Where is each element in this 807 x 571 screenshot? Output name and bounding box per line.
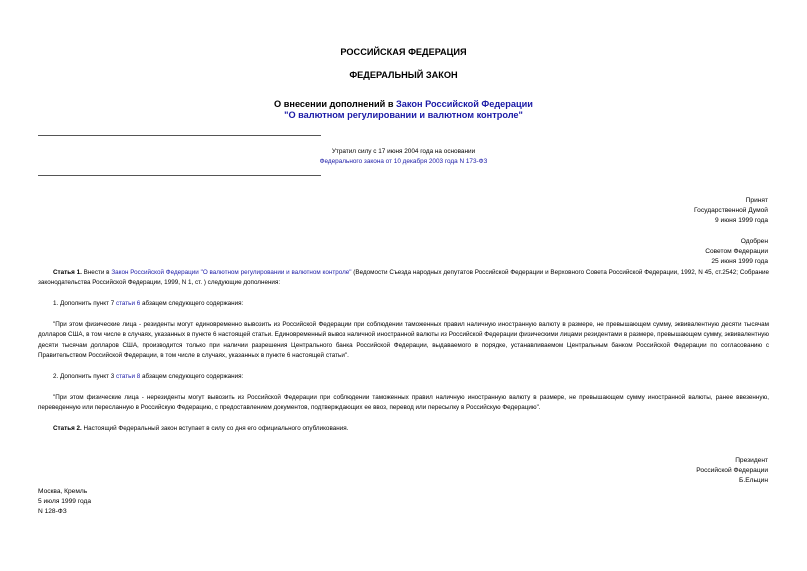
- article-2: [38, 424, 769, 434]
- place-date: 5 июля 1999 года: [38, 498, 92, 505]
- article-2-label: Статья 2.: [53, 425, 82, 432]
- article-1-law-name-link[interactable]: "О валютном регулировании и валютном контроле": [200, 269, 352, 276]
- signature-block: [696, 456, 768, 486]
- title-prefix: О внесении дополнений в: [274, 99, 397, 109]
- article-1-law-link[interactable]: Закон Российской Федерации: [111, 269, 199, 276]
- item-1-intro: [38, 299, 769, 309]
- signature-country: Российской Федерации: [696, 467, 768, 474]
- item-1-text-a: 1. Дополнить пункт 7: [53, 300, 116, 307]
- title-law-name-link[interactable]: "О валютном регулировании и валютном контроле": [284, 110, 523, 120]
- article-1-label: Статья 1.: [53, 269, 82, 276]
- place-city: Москва, Кремль: [38, 488, 88, 495]
- status-note: [0, 147, 807, 167]
- approved-label: Одобрен: [740, 238, 768, 245]
- item-2-text-b: абзацем следующего содержания:: [140, 373, 244, 380]
- signature-name: Б.Ельцин: [739, 477, 768, 484]
- country-heading: РОССИЙСКАЯ ФЕДЕРАЦИЯ: [340, 47, 467, 57]
- accepted-label: Принят: [745, 197, 768, 204]
- law-number: N 128-ФЗ: [38, 508, 67, 515]
- item-1-quote: "При этом физические лица - резиденты могут единовременно вывозить из Российской Федерации при соблюдении таможенных правил наличную иностранную валюту в размере, не превышающем сумму, эквивалентную десяти тысячам долларов США, в том числе в случаях, указанных в пункте 6 настоящей статьи. Единовременный вывоз наличной иностранной валюты из Российской Федерации физическими лицами резидентами в размере, превышающем сумму, эквивалентную десяти тысячам долларов США, производится только при наличии разрешения Центрального банка Российской Федерации, выдаваемого в порядке, устанавливаемом Центральным банком Российской Федерации по согласованию с Правительством Российской Федерации, в том числе в случаях, указанных в пункте 6 настоящей статьи".: [38, 321, 769, 360]
- duma-date: 9 июня 1999 года: [715, 217, 768, 224]
- article-8-link[interactable]: статьи 8: [115, 373, 141, 380]
- item-2-text-a: 2. Дополнить пункт 3: [53, 373, 116, 380]
- council-date: 25 июня 1999 года: [711, 258, 768, 265]
- top-divider: [38, 135, 321, 136]
- item-1-text-b: абзацем следующего содержания:: [140, 300, 244, 307]
- signature-title: Президент: [735, 457, 768, 464]
- title-law-link[interactable]: Закон Российской Федерации: [396, 99, 533, 109]
- law-title: [0, 99, 807, 121]
- article-1-text-a: Внести в: [81, 269, 112, 276]
- item-2-quote: "При этом физические лица - нерезиденты могут вывозить из Российской Федерации при соблюдении таможенных правил наличную иностранную валюту в размере, не превышающем сумму иностранной валюты, ранее ввезенную, переведенную или пересланную в Российскую Федерацию, с предоставлением документов, подтверждающих ее ввоз, перевод или пересылку в Российскую Федерацию".: [38, 394, 769, 412]
- place-block: [38, 487, 91, 517]
- adoption-block: [694, 196, 768, 267]
- doc-type-heading: ФЕДЕРАЛЬНЫЙ ЗАКОН: [349, 70, 458, 80]
- article-6-link[interactable]: статьи 6: [115, 300, 141, 307]
- article-2-text: Настоящий Федеральный закон вступает в силу со дня его официального опубликования.: [81, 425, 349, 432]
- duma-label: Государственной Думой: [694, 207, 768, 214]
- item-2-intro: [38, 372, 769, 382]
- bottom-divider: [38, 175, 321, 176]
- article-1-text-b: (Ведомости Съезда народных депутатов Российской Федерации и Верховного Совета Российской Федерации, 1992, N 45, ст.2542; Собрание законодательства Российской Федерации, 1999, N 1, ст. ) следующие дополнения:: [38, 269, 771, 287]
- council-label: Советом Федерации: [705, 248, 768, 255]
- repeal-law-link[interactable]: Федерального закона от 10 декабря 2003 года N 173-ФЗ: [319, 158, 488, 165]
- status-note-text: Утратил силу с 17 июня 2004 года на основании: [331, 148, 476, 155]
- article-1: [38, 268, 769, 289]
